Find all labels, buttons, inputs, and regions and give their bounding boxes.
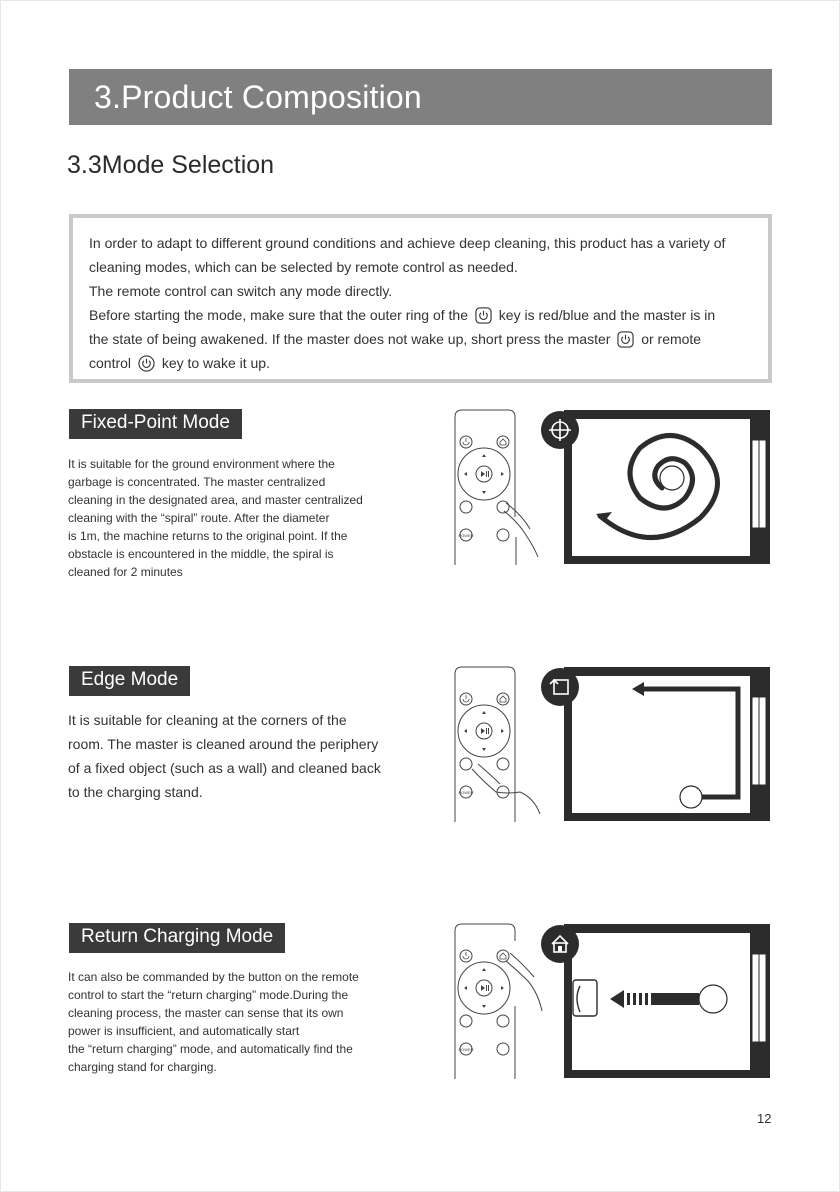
intro-line-6-start: control (89, 355, 132, 371)
robot-vacuum (699, 985, 727, 1013)
intro-line-5-start: the state of being awakened. If the master does not wake up, short press the master (89, 331, 611, 347)
page-number: 12 (757, 1111, 772, 1126)
robot-vacuum (680, 786, 702, 808)
intro-line-1: In order to adapt to different ground conditions and achieve deep cleaning, this product has a variety of (89, 235, 726, 251)
spiral-route-illustration (540, 408, 772, 566)
return-charging-mode-label: Return Charging Mode (69, 923, 285, 953)
return-charging-mode-description (68, 968, 359, 1076)
description-line: of a fixed object (such as a wall) and cleaned back (68, 760, 381, 776)
crosshair-icon (541, 411, 579, 449)
description-line: the “return charging” mode, and automatically find the (68, 1042, 353, 1056)
return-charging-illustration (540, 922, 772, 1080)
edge-mode-icon (541, 668, 579, 706)
home-icon (541, 925, 579, 963)
intro-line-5 (89, 327, 752, 351)
intro-line-5-end: or remote (641, 331, 702, 347)
edge-mode-description (68, 708, 381, 804)
remote-power-label: POWER (458, 790, 474, 795)
robot-vacuum (660, 466, 684, 490)
description-line: power is insufficient, and automatically start (68, 1024, 300, 1038)
power-key-icon (617, 331, 634, 348)
charging-stand (573, 980, 597, 1016)
power-key-icon (138, 355, 155, 372)
intro-line-4-end: key is red/blue and the master is in (498, 307, 716, 323)
remote-power-label: POWER (458, 533, 474, 538)
description-line: garbage is concentrated. The master centralized (68, 475, 326, 489)
description-line: obstacle is encountered in the middle, the spiral is (68, 547, 334, 561)
intro-box (69, 214, 772, 383)
intro-line-4-start: Before starting the mode, make sure that the outer ring of the (89, 307, 468, 323)
power-key-icon (475, 307, 492, 324)
chapter-title: 3.Product Composition (94, 79, 422, 115)
description-line: charging stand for charging. (68, 1060, 217, 1074)
description-line: It can also be commanded by the button on the remote (68, 970, 359, 984)
description-line: is 1m, the machine returns to the original point. If the (68, 529, 348, 543)
description-line: to the charging stand. (68, 784, 203, 800)
fixed-point-mode-description (68, 455, 363, 581)
description-line: cleaning with the “spiral” route. After the diameter (68, 511, 330, 525)
description-line: control to start the “return charging” mode.During the (68, 988, 349, 1002)
description-line: It is suitable for cleaning at the corners of the (68, 712, 347, 728)
description-line: room. The master is cleaned around the periphery (68, 736, 379, 752)
intro-line-3: The remote control can switch any mode directly. (89, 283, 393, 299)
remote-power-label: POWER (458, 1047, 474, 1052)
intro-line-4 (89, 303, 752, 327)
remote-control-illustration (448, 664, 548, 824)
edge-mode-label: Edge Mode (69, 666, 190, 696)
description-line: cleaning process, the master can sense that its own (68, 1006, 344, 1020)
intro-line-2: cleaning modes, which can be selected by remote control as needed. (89, 259, 518, 275)
description-line: It is suitable for the ground environment where the (68, 457, 335, 471)
section-title: 3.3Mode Selection (67, 151, 275, 179)
intro-line-6 (89, 351, 752, 375)
edge-route-illustration (540, 665, 772, 823)
chapter-header-bar (69, 69, 772, 125)
intro-line-6-end: key to wake it up. (161, 355, 270, 371)
description-line: cleaning in the designated area, and master centralized (68, 493, 363, 507)
fixed-point-mode-label: Fixed-Point Mode (69, 409, 242, 439)
description-line: cleaned for 2 minutes (68, 565, 183, 579)
remote-control-illustration (448, 921, 548, 1081)
remote-control-illustration (448, 407, 548, 567)
